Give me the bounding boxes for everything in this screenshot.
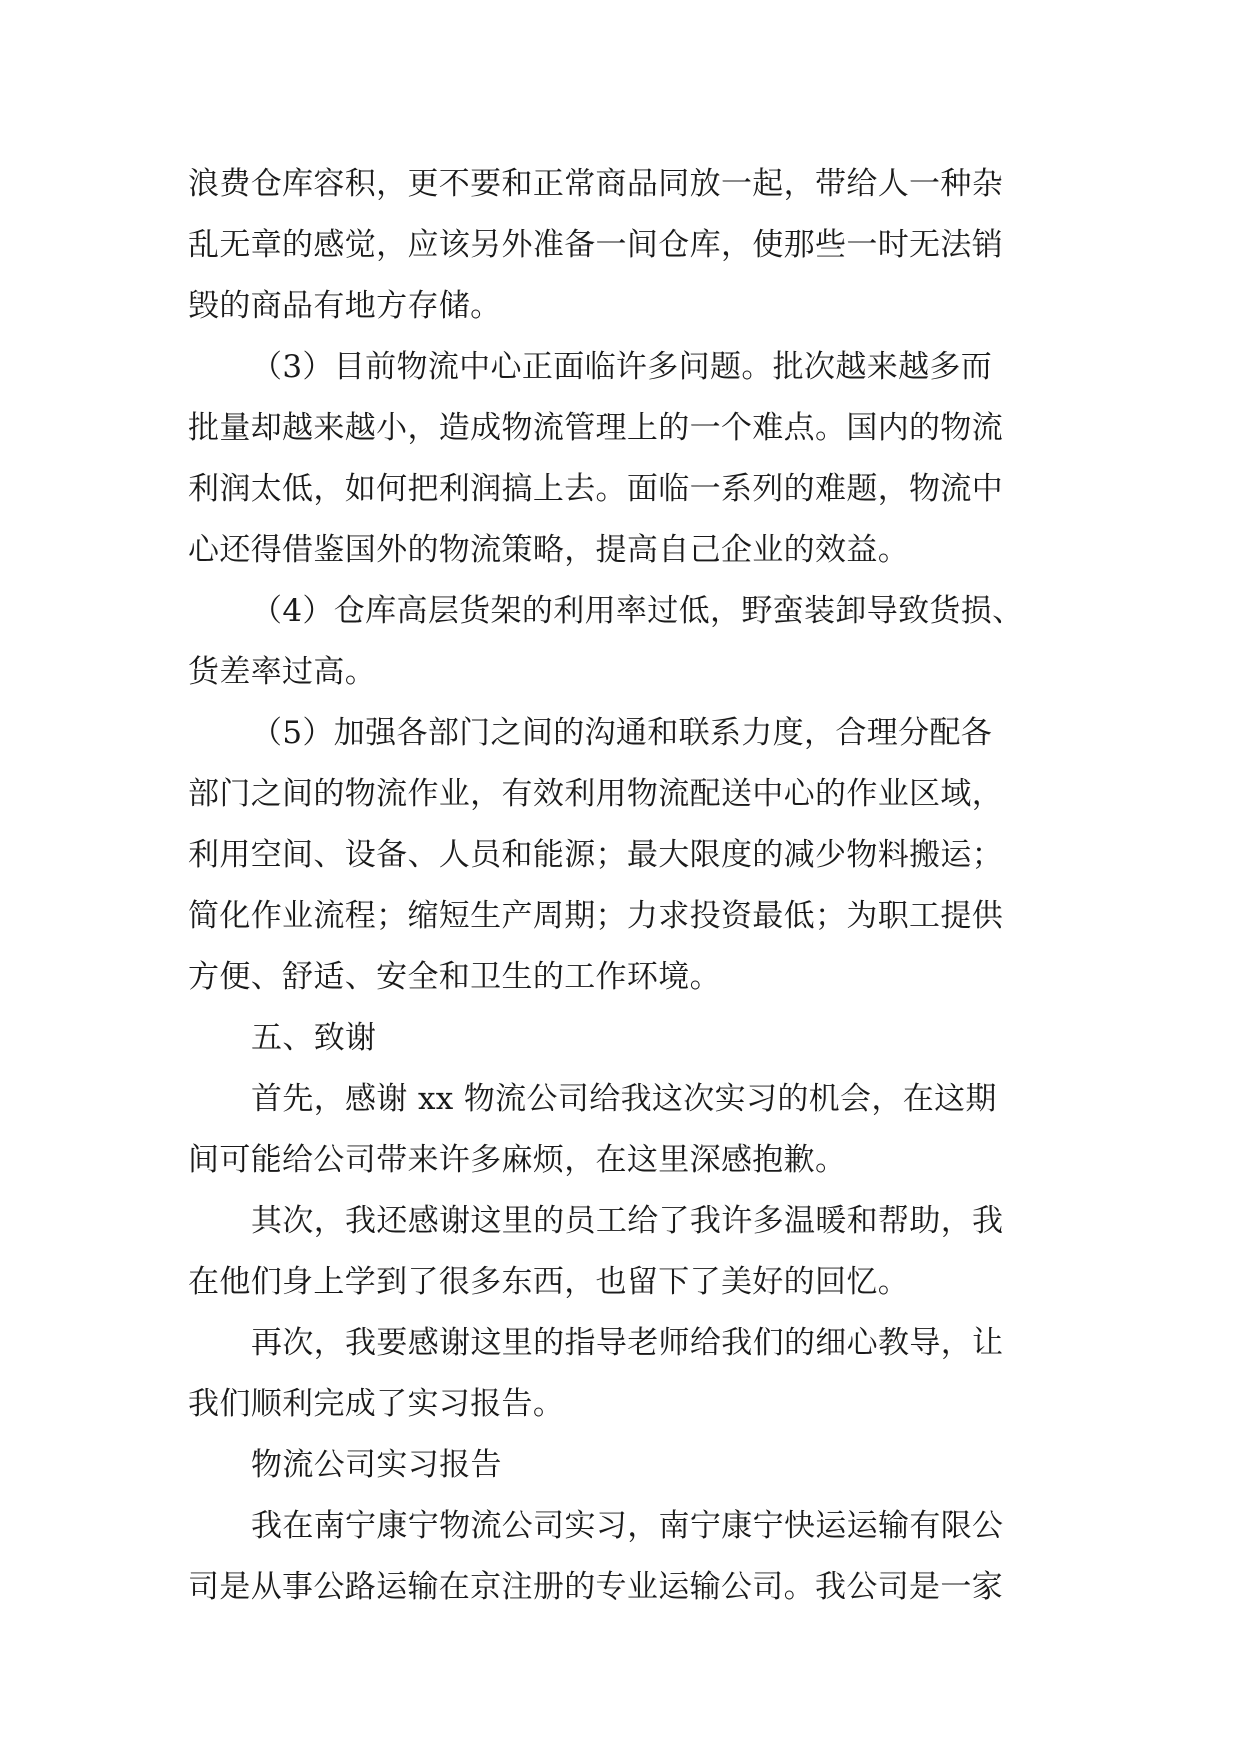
- text-line-11: 部门之间的物流作业，有效利用物流配送中心的作业区域，: [188, 776, 1004, 812]
- text-line-13: 简化作业流程；缩短生产周期；力求投资最低；为职工提供: [188, 898, 1004, 934]
- text-line-12: 利用空间、设备、人员和能源；最大限度的减少物料搬运；: [188, 837, 1004, 873]
- section-heading: 五、致谢: [251, 1020, 377, 1056]
- text-line-6: 利润太低，如何把利润搞上去。面临一系列的难题，物流中: [188, 471, 1004, 507]
- text-line-20: 再次，我要感谢这里的指导老师给我们的细心教导，让: [251, 1325, 1004, 1361]
- text-line-4: （3）目前物流中心正面临许多问题。批次越来越多而: [251, 349, 993, 385]
- text-line-9: 货差率过高。: [188, 654, 377, 690]
- text-line-23: 我在南宁康宁物流公司实习，南宁康宁快运运输有限公: [251, 1508, 1004, 1544]
- text-line-16: 首先，感谢 xx 物流公司给我这次实习的机会，在这期: [251, 1081, 997, 1117]
- text-line-17: 间可能给公司带来许多麻烦，在这里深感抱歉。: [188, 1142, 847, 1178]
- text-line-21: 我们顺利完成了实习报告。: [188, 1386, 565, 1422]
- text-line-1: 浪费仓库容积，更不要和正常商品同放一起，带给人一种杂: [188, 166, 1004, 202]
- text-line-5: 批量却越来越小，造成物流管理上的一个难点。国内的物流: [188, 410, 1004, 446]
- text-line-7: 心还得借鉴国外的物流策略，提高自己企业的效益。: [188, 532, 910, 568]
- text-line-18: 其次，我还感谢这里的员工给了我许多温暖和帮助，我: [251, 1203, 1004, 1239]
- report-title: 物流公司实习报告: [251, 1447, 502, 1483]
- text-line-10: （5）加强各部门之间的沟通和联系力度，合理分配各: [251, 715, 993, 751]
- text-line-3: 毁的商品有地方存储。: [188, 288, 502, 324]
- text-line-2: 乱无章的感觉，应该另外准备一间仓库，使那些一时无法销: [188, 227, 1004, 263]
- text-line-14: 方便、舒适、安全和卫生的工作环境。: [188, 959, 721, 995]
- text-line-19: 在他们身上学到了很多东西，也留下了美好的回忆。: [188, 1264, 910, 1300]
- text-line-24: 司是从事公路运输在京注册的专业运输公司。我公司是一家: [188, 1569, 1004, 1605]
- text-line-8: （4）仓库高层货架的利用率过低，野蛮装卸导致货损、: [251, 593, 1024, 629]
